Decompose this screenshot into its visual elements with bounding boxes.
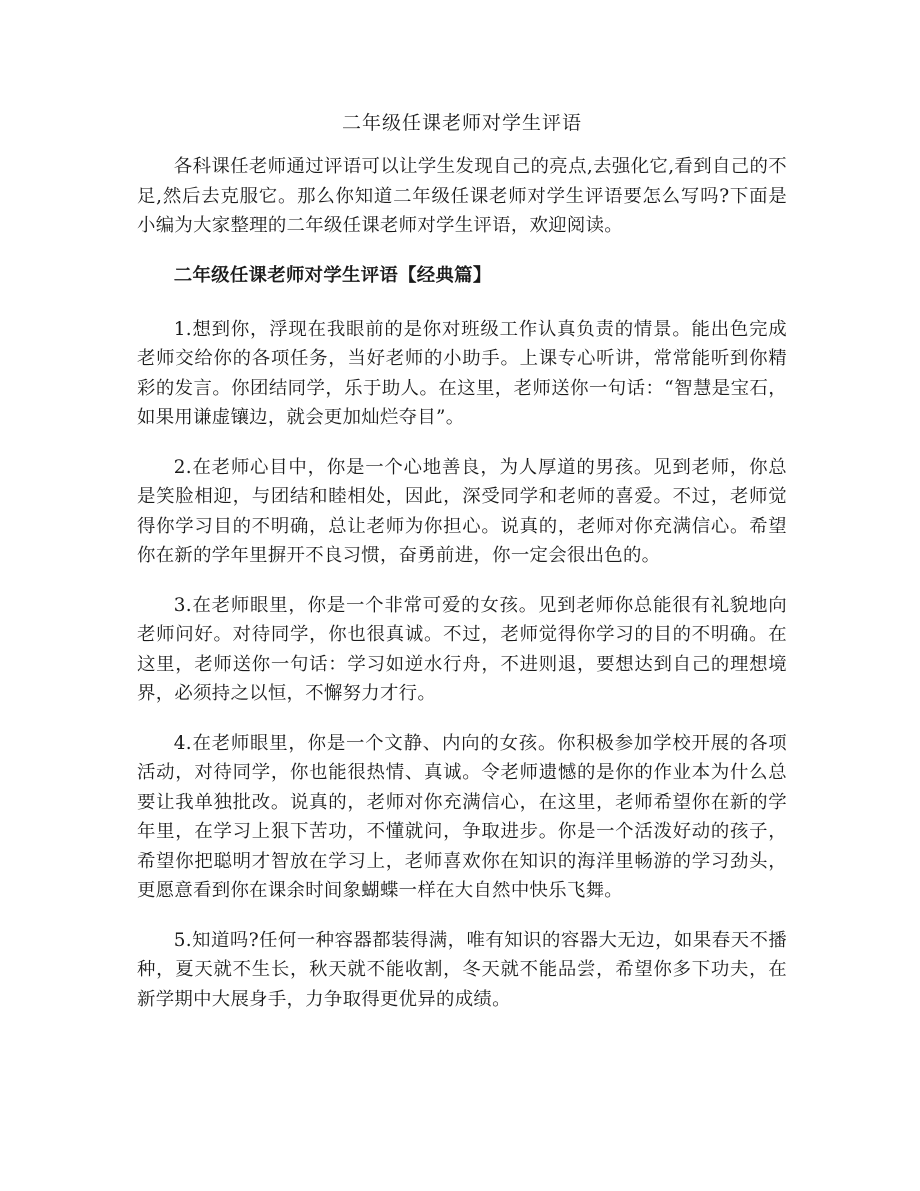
comment-paragraph-2: 2.在老师心目中，你是一个心地善良，为人厚道的男孩。见到老师，你总是笑脸相迎，与团结和睦相处，因此，深受同学和老师的喜爱。不过，老师觉得你学习目的不明确，总让老师为你担心。说真的，老师对你充满信心。希望你在新的学年里摒开不良习惯，奋勇前进，你一定会很出色的。 — [137, 456, 787, 566]
intro-paragraph: 各科课任老师通过评语可以让学生发现自己的亮点,去强化它,看到自己的不足,然后去克服它。那么你知道二年级任课老师对学生评语要怎么写吗?下面是小编为大家整理的二年级任课老师对学生评语，欢迎阅读。 — [137, 156, 787, 236]
comment-paragraph-5: 5.知道吗?任何一种容器都装得满，唯有知识的容器大无边，如果春天不播种，夏天就不生长，秋天就不能收割，冬天就不能品尝，希望你多下功夫，在新学期中大展身手，力争取得更优异的成绩。 — [137, 929, 787, 1010]
section-heading: 二年级任课老师对学生评语【经典篇】 — [173, 264, 492, 286]
document-title: 二年级任课老师对学生评语 — [341, 112, 582, 134]
comment-paragraph-1: 1.想到你，浮现在我眼前的是你对班级工作认真负责的情景。能出色完成老师交给你的各项任务，当好老师的小助手。上课专心听讲，常常能听到你精彩的发言。你团结同学，乐于助人。在这里，老师送你一句话：“智慧是宝石，如果用谦虚镶边，就会更加灿烂夺目”。 — [137, 318, 787, 428]
comment-paragraph-3: 3.在老师眼里，你是一个非常可爱的女孩。见到老师你总能很有礼貌地向老师问好。对待同学，你也很真诚。不过，老师觉得你学习的目的不明确。在这里，老师送你一句话：学习如逆水行舟，不进则退，要想达到自己的理想境界，必须持之以恒，不懈努力才行。 — [137, 594, 787, 704]
comment-paragraph-4: 4.在老师眼里，你是一个文静、内向的女孩。你积极参加学校开展的各项活动，对待同学，你也能很热情、真诚。令老师遗憾的是你的作业本为什么总要让我单独批改。说真的，老师对你充满信心，在这里，老师希望你在新的学年里，在学习上狠下苦功，不懂就问，争取进步。你是一个活泼好动的孩子，希望你把聪明才智放在学习上，老师喜欢你在知识的海洋里畅游的学习劲头，更愿意看到你在课余时间象蝴蝶一样在大自然中快乐飞舞。 — [137, 732, 787, 901]
document-page — [137, 108, 787, 1034]
